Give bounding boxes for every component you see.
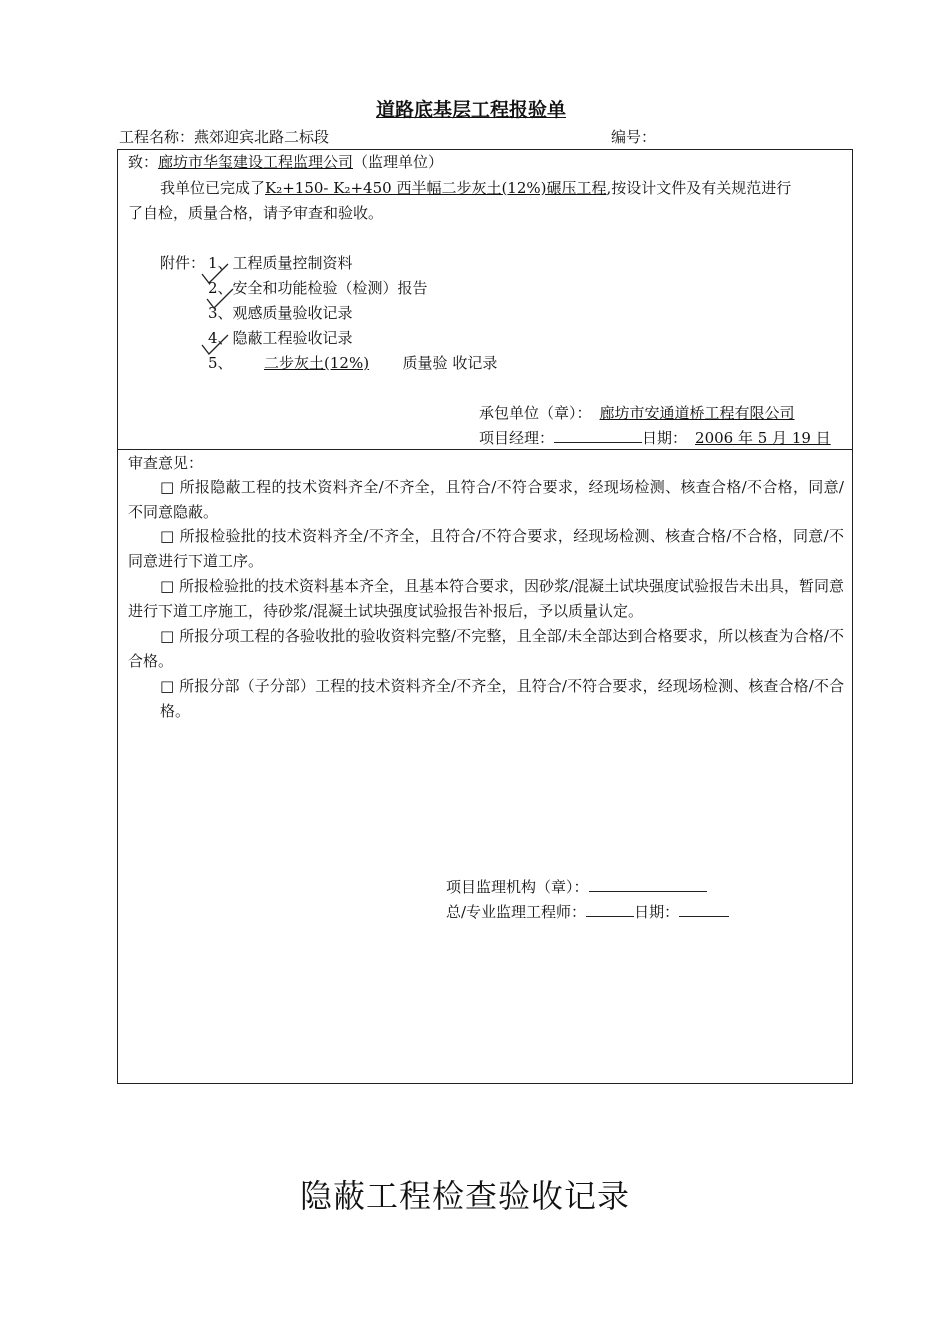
completion-statement-line2: 了自检，质量合格，请予审查和验收。 <box>128 204 384 222</box>
project-name: 燕郊迎宾北路二标段 <box>194 128 330 146</box>
check-mark-icon <box>200 334 230 356</box>
work-item: K₂+150- K₂+450 西半幅二步灰土(12%)碾压工程 <box>265 179 607 197</box>
contractor-label: 承包单位（章）： <box>479 404 592 422</box>
supervision-org-row <box>446 876 707 897</box>
engineer-blank <box>586 901 634 917</box>
review-option-5: □ 所报分部（子分部）工程的技术资料齐全/不齐全，且符合/不符合要求，经现场检测、核查合格/不合格。 <box>160 677 844 720</box>
supervisor-suffix: （监理单位） <box>353 153 444 171</box>
review-option-1: □ 所报隐蔽工程的技术资料齐全/不齐全，且符合/不符合要求，经现场检测、核查合格/不合格，同意/不同意隐蔽。 <box>128 478 844 521</box>
check-mark-icon <box>200 263 230 285</box>
contractor-row <box>479 403 799 423</box>
review-option-3: □ 所报检验批的技术资料基本齐全，且基本符合要求，因砂浆/混凝土试块强度试验报告未出具，暂同意进行下道工序施工，待砂浆/混凝土试块强度试验报告补报后，予以质量认定。 <box>128 577 844 620</box>
submission-date: 2006 年 5 月 19 日 <box>695 429 831 447</box>
statement-prefix: 我单位已完成了 <box>160 179 266 197</box>
review-date-label: 日期： <box>634 903 680 921</box>
attachment-number: 3、 <box>208 304 233 322</box>
attachment-item-2 <box>208 278 428 298</box>
attachment-text: 隐蔽工程验收记录 <box>232 329 353 347</box>
review-option-4: □ 所报分项工程的各验收批的验收资料完整/不完整，且全部/未全部达到合格要求，所以核查为合格/不合格。 <box>128 627 844 670</box>
date-label: 日期： <box>642 429 688 447</box>
number-label: 编号： <box>611 128 657 146</box>
supervision-org-blank <box>589 876 707 892</box>
contractor-name: 廊坊市安通道桥工程有限公司 <box>599 404 795 422</box>
attachment-text: 观感质量验收记录 <box>232 304 353 322</box>
attachment-text: 工程质量控制资料 <box>232 254 353 272</box>
manager-row <box>479 427 835 448</box>
statement-suffix: ,按设计文件及有关规范进行 <box>606 179 792 197</box>
attachment-fill: 二步灰土(12%) <box>264 354 370 372</box>
supervision-org-label: 项目监理机构（章）： <box>446 878 589 896</box>
review-option-2: □ 所报检验批的技术资料齐全/不齐全，且符合/不符合要求，经现场检测、核查合格/不合格，同意/不同意进行下道工序。 <box>128 527 844 570</box>
attachment-number: 5、 <box>208 354 233 372</box>
attachment-item-5 <box>208 353 497 373</box>
attachment-text: 安全和功能检验（检测）报告 <box>232 279 428 297</box>
project-label: 工程名称： <box>119 128 195 146</box>
completion-statement <box>160 178 791 198</box>
next-page-title: 隐蔽工程检查验收记录 <box>300 1177 631 1215</box>
form-title: 道路底基层工程报验单 <box>376 99 567 121</box>
to-label: 致： <box>128 153 159 171</box>
engineer-row <box>446 901 729 922</box>
attachments-label: 附件： <box>160 254 206 272</box>
check-mark-icon <box>205 288 235 310</box>
attachment-number: 4、 <box>208 329 233 347</box>
engineer-label: 总/专业监理工程师： <box>446 903 587 921</box>
manager-label: 项目经理： <box>479 429 555 447</box>
manager-blank <box>554 427 642 443</box>
supervisor-name: 廊坊市华玺建设工程监理公司 <box>158 153 354 171</box>
review-label: 审查意见： <box>128 454 204 472</box>
attachment-text: 质量验 收记录 <box>402 354 498 372</box>
attachment-number: 2、 <box>208 279 233 297</box>
attachment-number: 1、 <box>208 254 233 272</box>
addressee-row <box>128 152 443 172</box>
section-divider <box>117 449 852 450</box>
project-name-row <box>119 127 329 147</box>
review-date-blank <box>679 901 729 917</box>
